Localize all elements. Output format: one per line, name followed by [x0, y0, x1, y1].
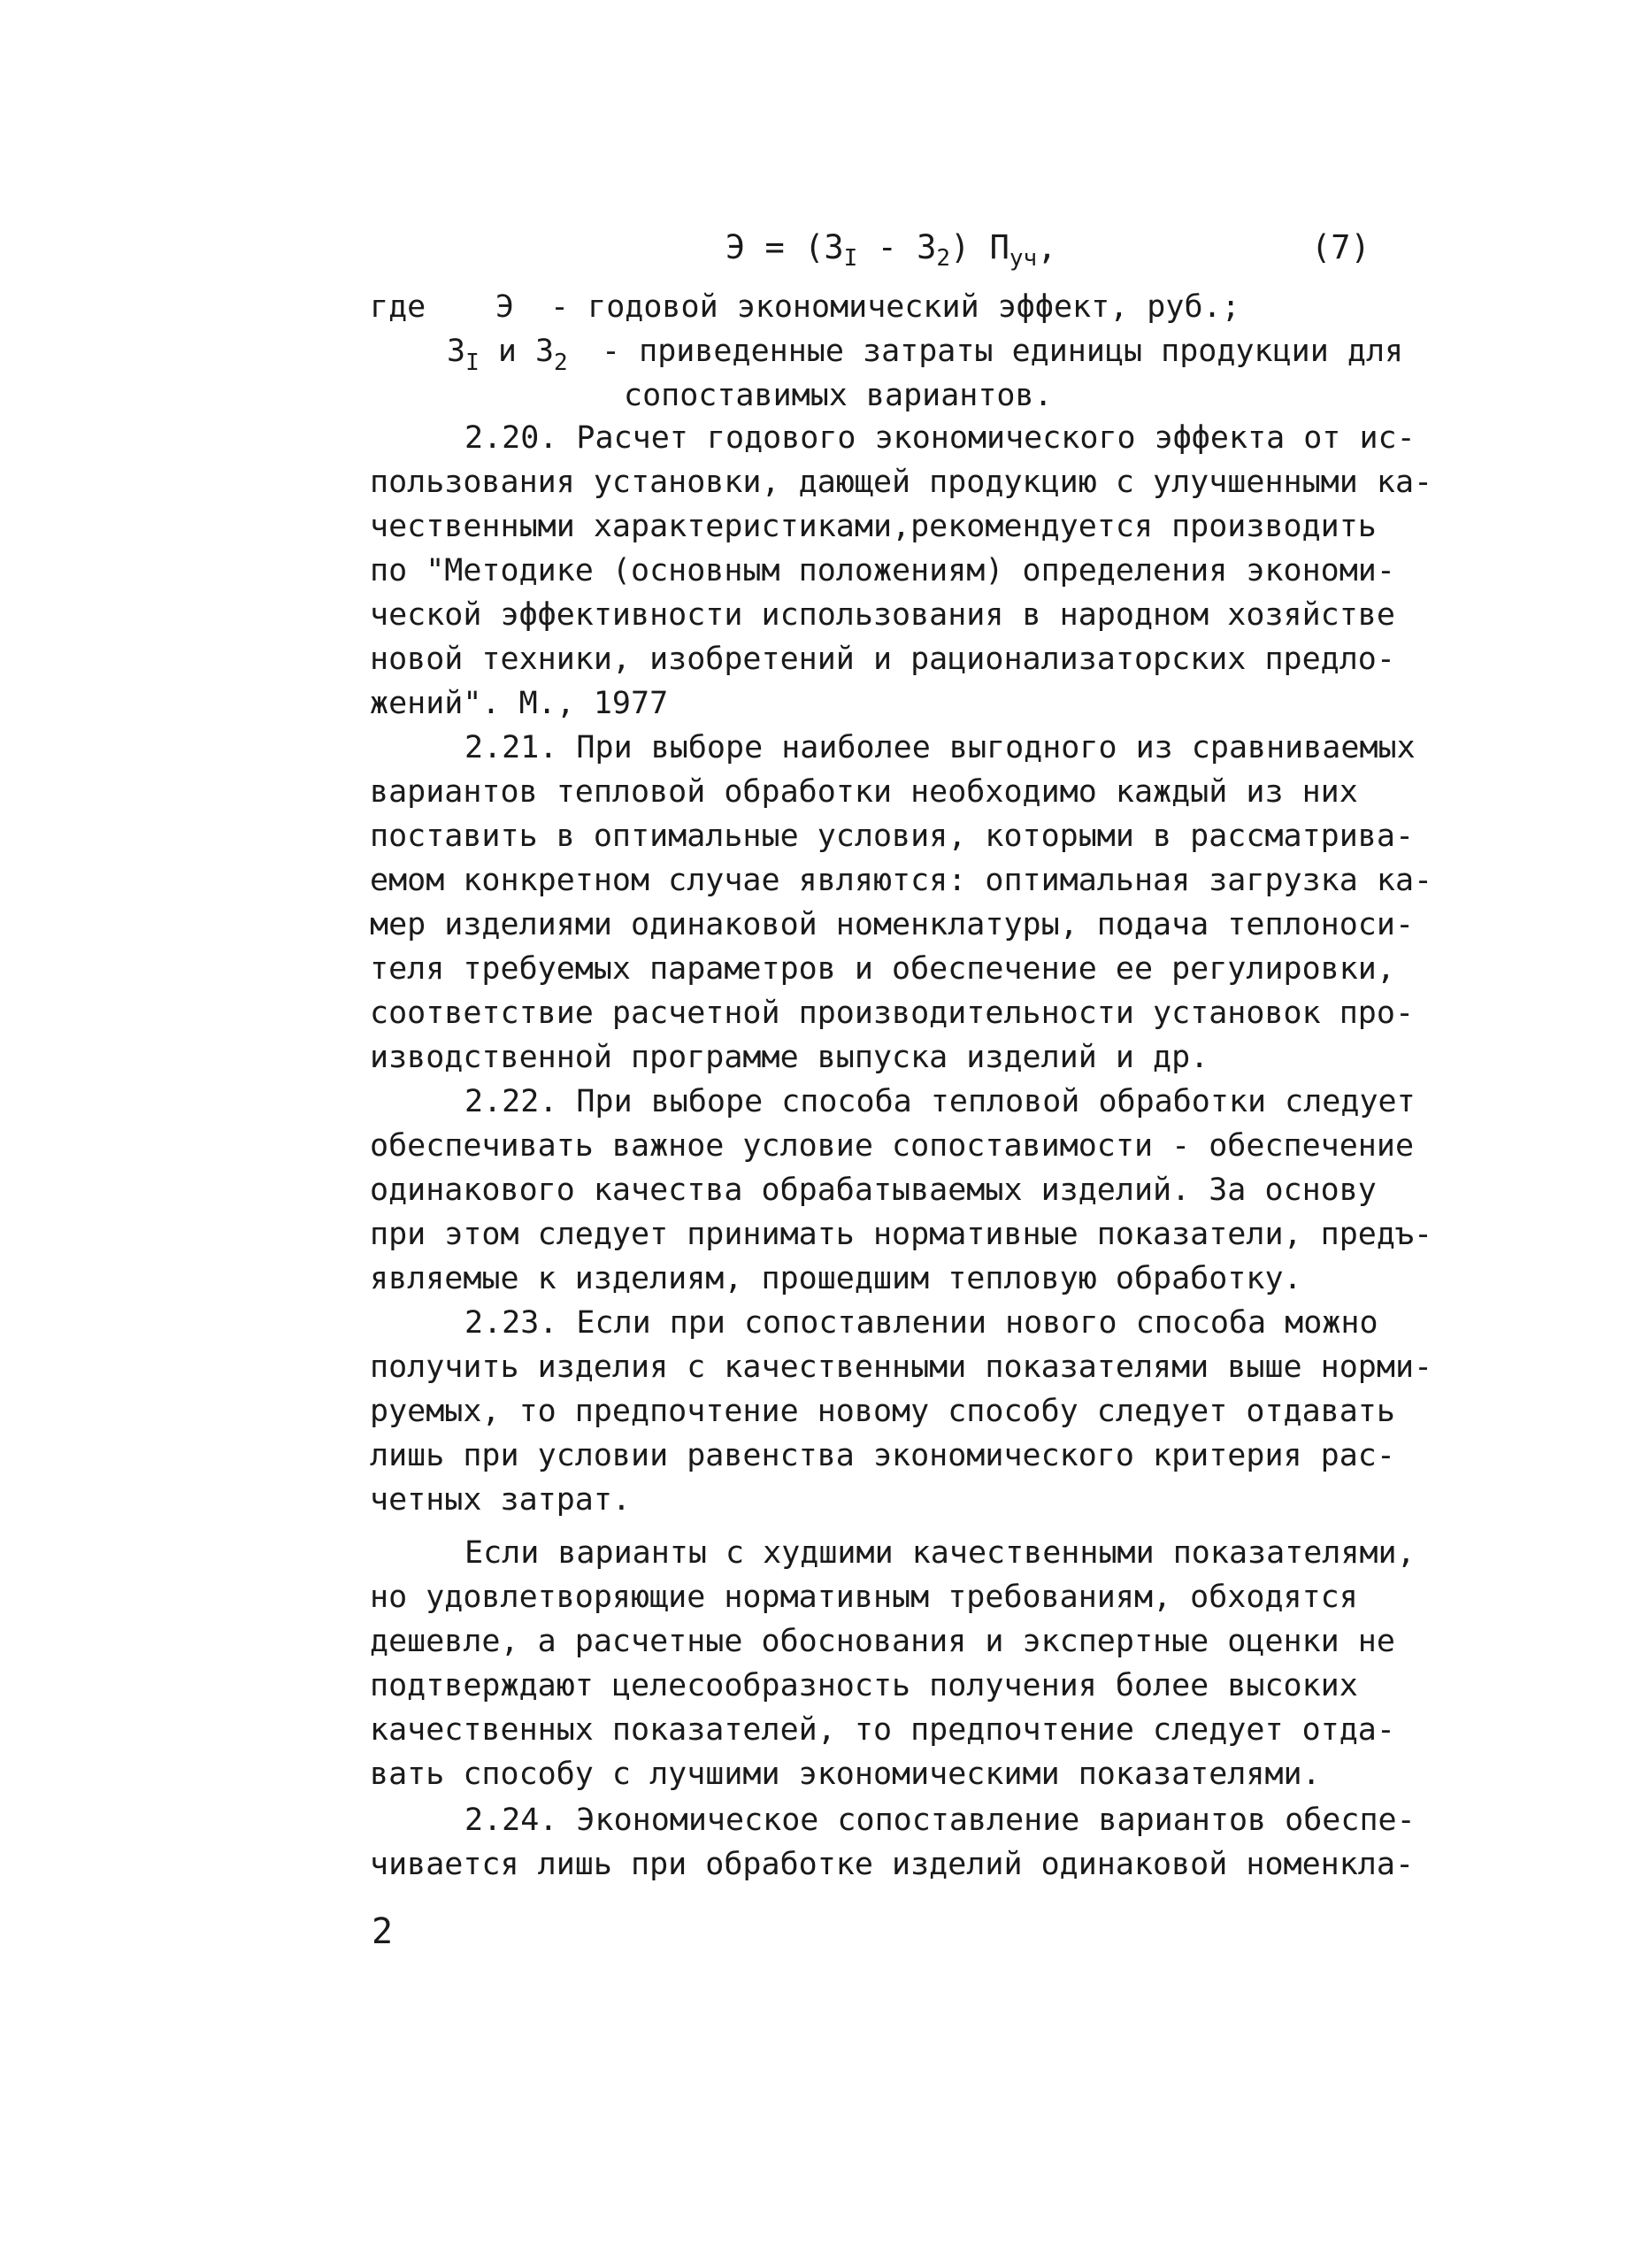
- definition-symbol-letter: и З: [497, 334, 555, 369]
- definition-subscript: I: [465, 350, 480, 376]
- paragraph-line: одинакового качества обрабатываемых изделий. За основу: [370, 1172, 1377, 1208]
- formula-subscript: 2: [936, 245, 951, 272]
- definition-text: - годовой экономический эффект, руб.;: [550, 289, 1240, 325]
- formula-subscript: уч: [1009, 245, 1038, 272]
- definition-text: - приведенные затраты единицы продукции для: [602, 334, 1404, 369]
- definition-text: сопоставимых вариантов.: [624, 378, 1053, 413]
- definition-symbol-letter: З: [447, 334, 466, 369]
- paragraph-line: 2.21. При выборе наиболее выгодного из сравниваемых: [464, 730, 1416, 765]
- definition-subscript: 2: [554, 350, 568, 376]
- paragraph-line: четных затрат.: [370, 1482, 632, 1518]
- formula-subscript: I: [843, 245, 858, 272]
- formula-part: ) П: [950, 228, 1009, 266]
- paragraph-line: по "Методике (основным положениям) определения экономи-: [370, 553, 1395, 588]
- paragraph-line: мер изделиями одинаковой номенклатуры, подача теплоноси-: [370, 907, 1415, 942]
- paragraph-line: жений". М., 1977: [370, 686, 669, 721]
- paragraph-line: являемые к изделиям, прошедшим тепловую обработку.: [370, 1261, 1302, 1296]
- paragraph-line: вать способу с лучшими экономическими показателями.: [370, 1757, 1321, 1792]
- paragraph-line: ческой эффективности использования в народном хозяйстве: [370, 597, 1395, 633]
- paragraph-line: подтверждают целесообразность получения более высоких: [370, 1668, 1358, 1703]
- paragraph-line: 2.20. Расчет годового экономического эффекта от ис-: [464, 420, 1416, 456]
- paragraph-line: дешевле, а расчетные обоснования и экспертные оценки не: [370, 1624, 1395, 1659]
- paragraph-line: емом конкретном случае являются: оптимальная загрузка ка-: [370, 863, 1433, 898]
- paragraph-line: руемых, то предпочтение новому способу следует отдавать: [370, 1394, 1395, 1429]
- paragraph-line: чественными характеристиками,рекомендуется производить: [370, 509, 1377, 544]
- paragraph-line: качественных показателей, то предпочтение следует отда-: [370, 1712, 1395, 1748]
- definition-symbol: [447, 334, 568, 376]
- formula: [725, 228, 1057, 272]
- paragraph-line: 2.22. При выборе способа тепловой обработки следует: [464, 1084, 1416, 1119]
- paragraph-line: пользования установки, дающей продукцию с улучшенными ка-: [370, 465, 1433, 500]
- formula-part: - З: [857, 228, 937, 266]
- formula-part: ,: [1037, 228, 1057, 266]
- paragraph-line: 2.23. Если при сопоставлении нового способа можно: [464, 1305, 1378, 1341]
- page-number: 2: [372, 1911, 394, 1952]
- paragraph-line: обеспечивать важное условие сопоставимости - обеспечение: [370, 1128, 1415, 1164]
- paragraph-line: вариантов тепловой обработки необходимо каждый из них: [370, 774, 1358, 810]
- paragraph-line: чивается лишь при обработке изделий одинаковой номенкла-: [370, 1847, 1415, 1882]
- paragraph-line: изводственной программе выпуска изделий и др.: [370, 1040, 1209, 1075]
- paragraph-line: поставить в оптимальные условия, которыми в рассматрива-: [370, 819, 1415, 854]
- paragraph-line: 2.24. Экономическое сопоставление вариантов обеспе-: [464, 1803, 1416, 1838]
- paragraph-line: лишь при условии равенства экономического критерия рас-: [370, 1438, 1395, 1473]
- paragraph-line: но удовлетворяющие нормативным требованиям, обходятся: [370, 1580, 1358, 1615]
- paragraph-line: теля требуемых параметров и обеспечение ее регулировки,: [370, 951, 1395, 987]
- where-label: где: [370, 289, 426, 325]
- paragraph-line: Если варианты с худшими качественными показателями,: [464, 1535, 1416, 1571]
- equation-number: (7): [1311, 228, 1370, 266]
- formula-part: Э = (З: [725, 228, 844, 266]
- definition-symbol: Э: [495, 289, 515, 325]
- paragraph-line: новой техники, изобретений и рационализаторских предло-: [370, 642, 1395, 677]
- paragraph-line: получить изделия с качественными показателями выше норми-: [370, 1349, 1433, 1385]
- paragraph-line: при этом следует принимать нормативные показатели, предъ-: [370, 1217, 1433, 1252]
- paragraph-line: соответствие расчетной производительности установок про-: [370, 996, 1415, 1031]
